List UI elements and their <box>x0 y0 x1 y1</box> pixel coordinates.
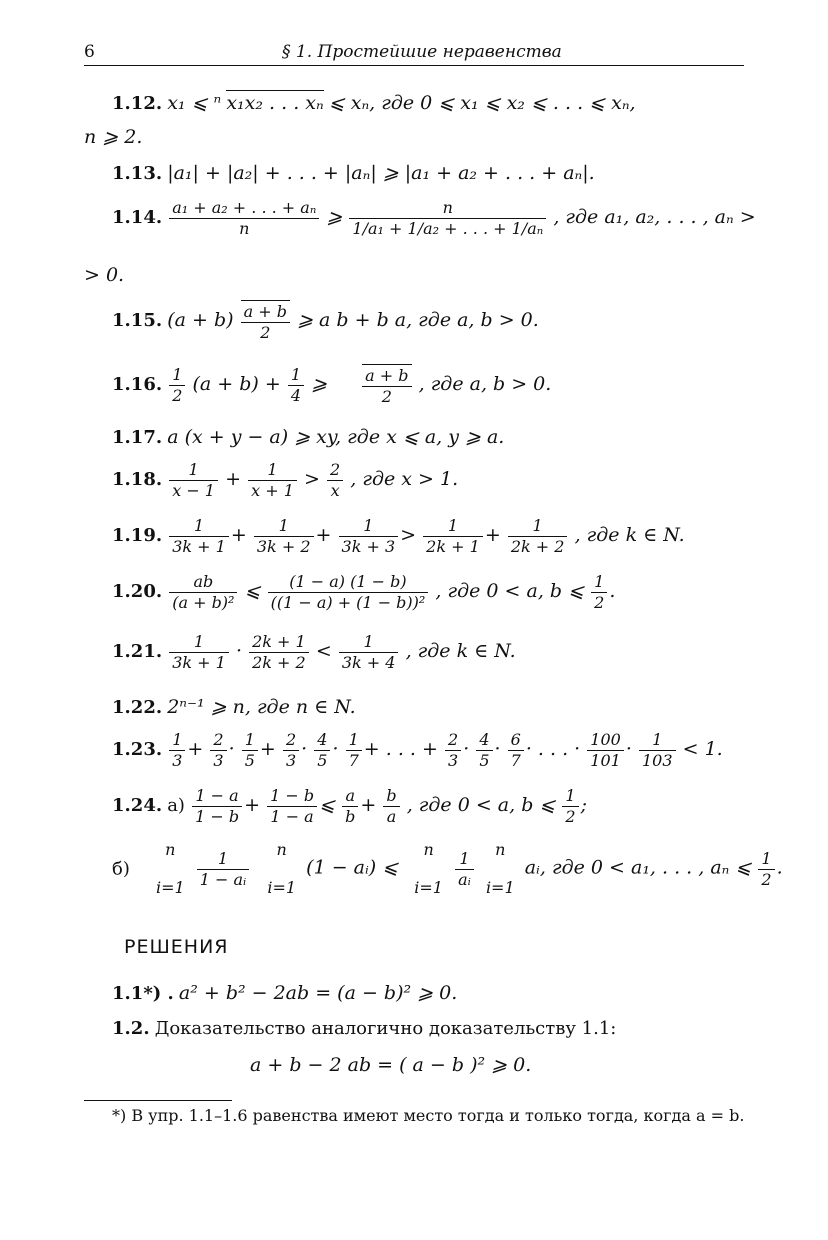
solution-1-1 <box>112 982 457 1004</box>
header-rule <box>84 65 744 66</box>
problem-1-14-line2: > 0. <box>84 264 125 286</box>
formula-tail: , где 0 < a, b ⩽ <box>435 580 585 602</box>
fraction: $\frac{1}{2k + 1}$ <box>423 516 483 557</box>
solution-number: 1.1*) . <box>112 983 174 1004</box>
solution-number: 1.2. <box>112 1018 150 1039</box>
fraction: $\frac{1}{x - 1}$ <box>169 460 218 501</box>
formula-tail: ⩾ a b + b a, где a, b > 0. <box>297 309 539 331</box>
problem-number: 1.20. <box>112 581 163 602</box>
fraction: $\frac{1}{2}$ <box>169 365 185 406</box>
solution-1-2-formula: a + b − 2 ab = ( a − b )² ⩾ 0. <box>250 1054 532 1076</box>
root-fraction: $\frac{a + b}{2}$ <box>362 364 411 407</box>
fraction: $\frac{1}{3k + 1}$ <box>169 516 229 557</box>
problem-number: 1.21. <box>112 641 163 662</box>
problem-1-14 <box>112 198 756 239</box>
item-label: б) <box>112 858 130 880</box>
problem-number: 1.17. <box>112 427 163 448</box>
formula: 2ⁿ⁻¹ ⩾ n, где n ∈ N. <box>167 696 356 718</box>
formula: a² + b² − 2ab = (a − b)² ⩾ 0. <box>178 982 458 1004</box>
fraction: $\frac{1}{2}$ <box>591 572 607 613</box>
problem-1-12-line2: n ⩾ 2. <box>84 126 143 148</box>
fraction: $\frac{n}{\text{1/a₁ + 1/a₂ + . . . + 1/aₙ}}$ <box>349 198 546 239</box>
relation: ⩾ <box>326 206 343 228</box>
formula: (a + b) + <box>192 373 281 395</box>
footnote-rule <box>84 1100 232 1101</box>
solution-1-2 <box>112 1018 616 1039</box>
item-label: а) <box>167 795 185 816</box>
problem-number: 1.22. <box>112 697 163 718</box>
formula-tail: , где a, b > 0. <box>418 373 552 395</box>
problem-number: 1.14. <box>112 207 163 228</box>
formula: x₁ ⩽ ⁿ <box>167 92 222 114</box>
problem-1-15 <box>112 300 539 343</box>
problem-1-13 <box>112 162 595 184</box>
formula: |a₁| + |a₂| + . . . + |aₙ| ⩾ |a₁ + a₂ + . . . + aₙ|. <box>167 162 595 184</box>
formula-tail: , где x > 1. <box>350 468 459 490</box>
problem-number: 1.19. <box>112 525 163 546</box>
problem-1-19: 1.19. $\frac{1}{3k + 1}$ + $\frac{1}{3k + 2}$ + $\frac{1}{3k + 3}$ > $\frac{1}{2k + 1}$ + $\frac{1}{2k + 2}$ , где k ∈ N. <box>112 516 685 556</box>
fraction: $\frac{1}{x + 1}$ <box>248 460 297 501</box>
problem-1-12 <box>112 92 636 114</box>
problem-1-17 <box>112 426 504 448</box>
problem-number: 1.23. <box>112 739 163 760</box>
fraction: $\frac{1}{2k + 2}$ <box>508 516 568 557</box>
fraction: $\frac{1}{3k + 2}$ <box>254 516 314 557</box>
fraction: $\frac{1}{3k + 1}$ <box>169 632 229 673</box>
fraction: $\frac{1}{3k + 4}$ <box>339 632 399 673</box>
fraction: $\frac{(1 - a) (1 - b)}{\text{((1 − a) + (1 − b))²}}$ <box>268 572 429 613</box>
problem-number: 1.15. <box>112 310 163 331</box>
problem-1-24a: 1.24. а) $\frac{1 - a}{1 - b}$ + $\frac{1 - b}{1 - a}$ ⩽ $\frac{a}{b}$ + $\frac{b}{a}$ , где 0 < a, b ⩽ $\frac{1}{2}$ ; <box>112 786 588 826</box>
problem-1-16 <box>112 364 551 407</box>
problem-number: 1.18. <box>112 469 163 490</box>
formula: ⩽ xₙ, где 0 ⩽ x₁ ⩽ x₂ ⩽ . . . ⩽ xₙ, <box>328 92 636 114</box>
formula: a (x + y − a) ⩾ xy, где x ⩽ a, y ⩾ a. <box>167 426 505 448</box>
fraction: $\frac{\text{a₁ + a₂ + . . . + aₙ}}{n}$ <box>169 198 319 239</box>
fraction: $\frac{1}{4}$ <box>288 365 304 406</box>
problem-1-22 <box>112 696 356 718</box>
fraction: $\frac{2k + 1}{2k + 2}$ <box>249 632 309 673</box>
footnote: *) В упр. 1.1–1.6 равенства имеют место тогда и только тогда, когда a = b. <box>112 1106 745 1125</box>
root-fraction: $\frac{a + b}{2}$ <box>241 300 290 343</box>
problem-1-20: 1.20. $\frac{ab}{\text{(a + b)²}}$ ⩽ $\frac{(1 - a) (1 - b)}{\text{((1 − a) + (1 − b))²}}$ , где 0 < a, b ⩽ $\frac{1}{2}$ . <box>112 572 616 612</box>
problem-number: 1.24. <box>112 795 163 816</box>
relation: ⩾ <box>311 373 328 395</box>
problem-1-24b: б) n i=1 $\frac{1}{\text{1 − aᵢ}}$ n i=1 (1 − aᵢ) ⩽ n i=1 $\frac{1}{\text{aᵢ}}$ n i=1 aᵢ, где 0 < a₁, . . . , aₙ ⩽ $\frac{1}{2}$ . <box>112 840 783 897</box>
radicand: x₁x₂ . . . xₙ <box>226 92 324 114</box>
fraction: $\frac{2}{x}$ <box>327 460 343 501</box>
fraction: $\frac{ab}{\text{(a + b)²}}$ <box>169 572 237 613</box>
formula-tail: , где k ∈ N. <box>405 640 516 662</box>
fraction: $\frac{1}{3k + 3}$ <box>339 516 399 557</box>
formula-tail: , где k ∈ N. <box>574 524 685 546</box>
formula-tail: , где 0 < a₁, . . . , aₙ ⩽ <box>539 856 752 879</box>
page-number: 6 <box>84 42 95 62</box>
running-title: § 1. Простейшие неравенства <box>282 42 562 62</box>
problem-1-23: 1.23. $\frac{1}{3}$ + $\frac{2}{3}$ · $\frac{1}{5}$ + $\frac{2}{3}$ · $\frac{4}{5}$ · $\frac{1}{7}$ + . . . + $\frac{2}{3}$ · $\frac{4}{5}$ · $\frac{6}{7}$ · . . . · $\frac{100}{101}$ · $\frac{1}{103}$ < 1. <box>112 730 723 770</box>
section-heading: РЕШЕНИЯ <box>124 936 229 958</box>
solution-text: Доказательство аналогично доказательству 1.1: <box>154 1018 617 1039</box>
problem-1-21: 1.21. $\frac{1}{3k + 1}$ · $\frac{2k + 1}{2k + 2}$ < $\frac{1}{3k + 4}$ , где k ∈ N. <box>112 632 516 672</box>
problem-number: 1.13. <box>112 163 163 184</box>
problem-1-18: 1.18. $\frac{1}{x - 1}$ + $\frac{1}{x + 1}$ > $\frac{2}{x}$ , где x > 1. <box>112 460 459 500</box>
formula: (a + b) <box>167 309 234 331</box>
formula-tail: < 1. <box>682 738 723 760</box>
formula-tail: , где a₁, a₂, . . . , aₙ > <box>553 206 756 228</box>
formula-tail: , где 0 < a, b ⩽ <box>406 794 556 816</box>
problem-number: 1.16. <box>112 374 163 395</box>
problem-number: 1.12. <box>112 93 163 114</box>
